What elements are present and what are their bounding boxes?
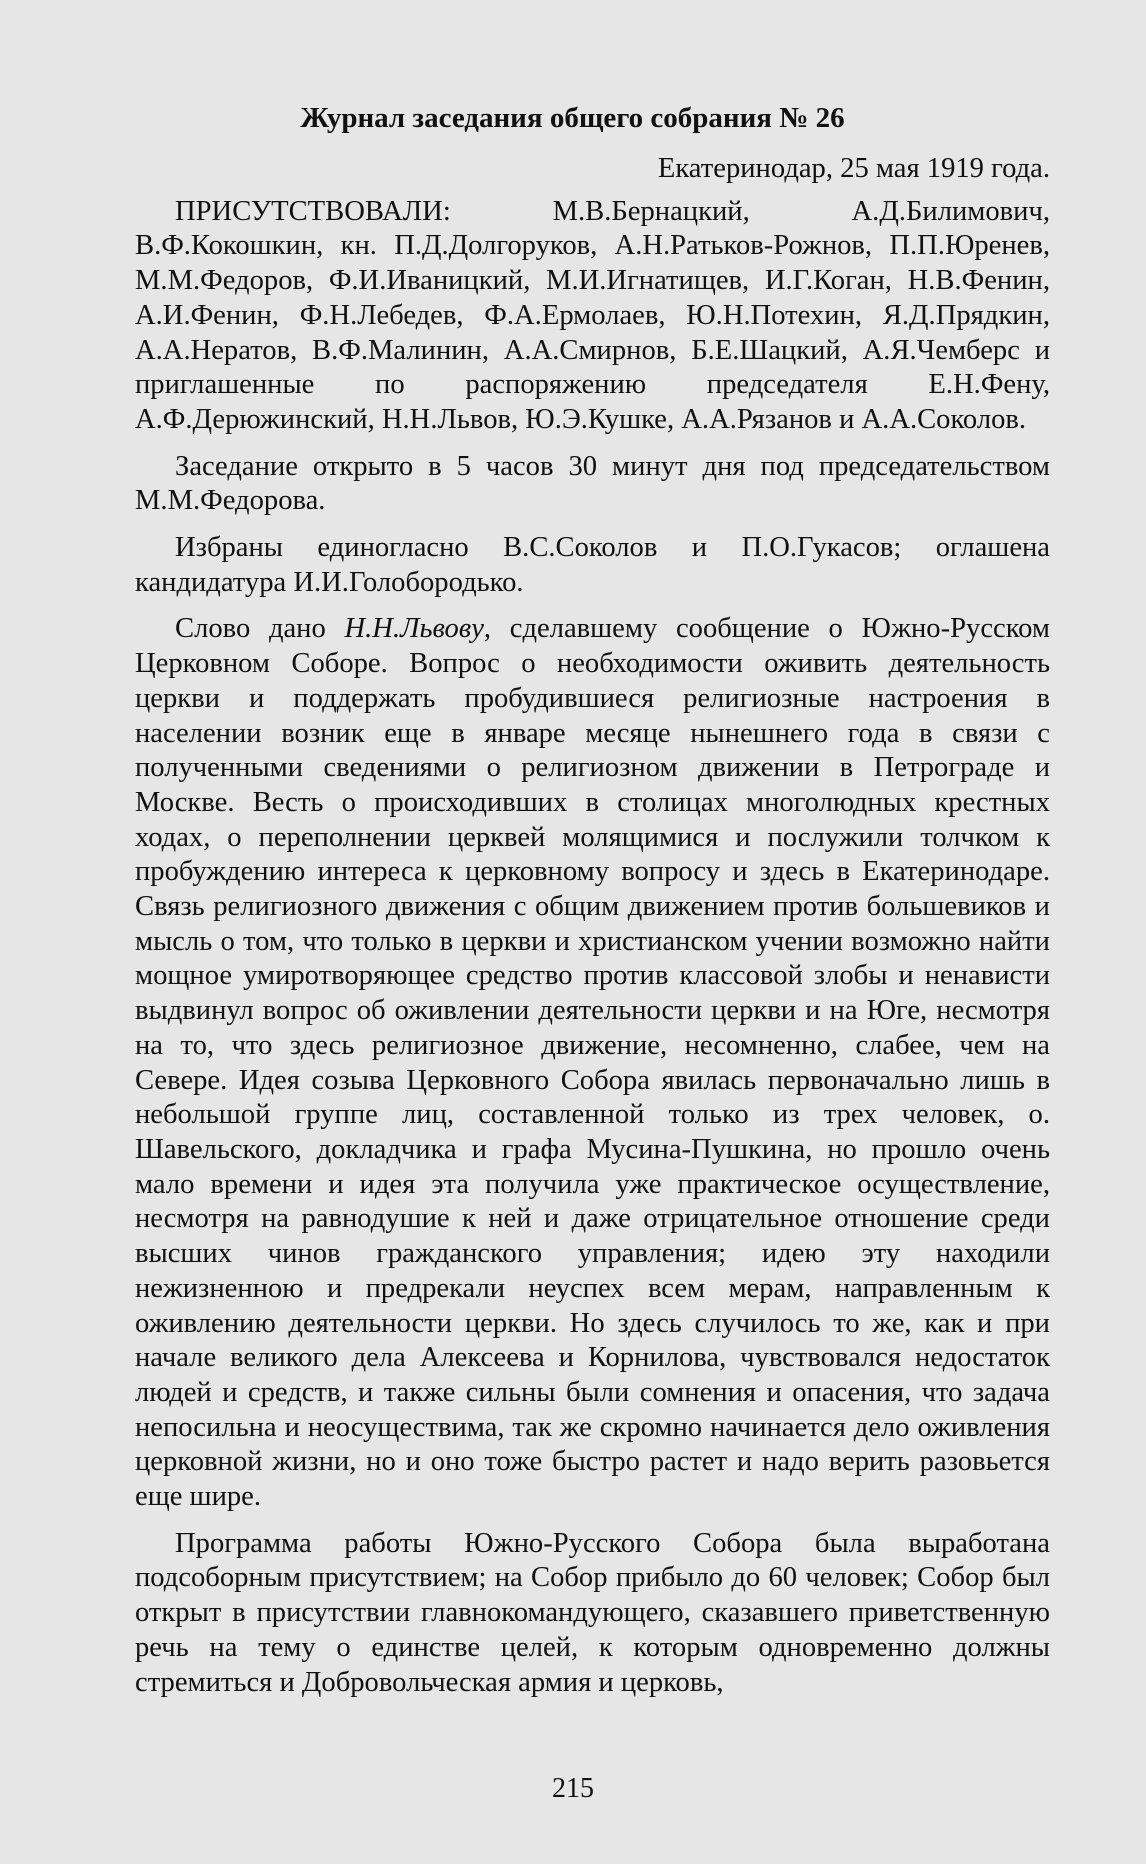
speech-paragraph <box>135 612 1050 1514</box>
speech-text: , сделавшему сообщение о Южно-Русском Церковном Соборе. Вопрос о необходимости оживить деятельность церкви и поддержать пробудившиеся религиозные настроения в населении возник еще в январе месяце нынешнего года в связи с полученными сведениями о религиозном движении в Петрограде и Москве. Весть о происходивших в столицах многолюдных крестных ходах, о переполнении церквей молящимися и послужили толчком к пробуждению интереса к церковному вопросу и здесь в Екатеринодаре. Связь религиозного движения с общим движением против большевиков и мысль о том, что только в церкви и христианском учении возможно найти мощное умиротворяющее средство против классовой злобы и ненависти выдвинул вопрос об оживлении деятельности церкви и на Юге, несмотря на то, что здесь религиозное движение, несомненно, слабее, чем на Севере. Идея созыва Церковного Собора явилась первоначально лишь в небольшой группе лиц, составленной только из трех человек, о. Шавельского, докладчика и графа Мусина-Пушкина, но прошло очень мало времени и идея эта получила уже практическое осуществление, несмотря на равнодушие к ней и даже отрицательное отношение среди высших чинов гражданского управления; идею эту находили нежизненною и предрекали неуспех всем мерам, направленным к оживлению деятельности церкви. Но здесь случилось то же, как и при начале великого дела Алексеева и Корнилова, чувствовался недостаток людей и средств, и также сильны были сомнения и опасения, что задача непосильна и неосуществима, так же скромно начинается дело оживления церковной жизни, но и оно тоже быстро растет и надо верить разовьется еще шире. <box>135 613 1050 1513</box>
place-date: Екатеринодар, 25 мая 1919 года. <box>657 153 1050 184</box>
elected-paragraph: Избраны единогласно В.С.Соколов и П.О.Гукасов; оглашена кандидатура И.И.Голобородько. <box>135 532 1050 598</box>
speech-prefix: Слово дано <box>175 613 345 645</box>
text-block <box>135 100 1050 1700</box>
opening-paragraph: Заседание открыто в 5 часов 30 минут дня под председательством М.М.Федорова. <box>135 450 1050 517</box>
program-paragraph: Программа работы Южно-Русского Собора была выработана подсоборным присутствием; на Собор прибыло до 60 человек; Собор был открыт в присутствии главнокомандующего, сказавшего приветственную речь на тему о единстве целей, к которым одновременно должны стремиться и Добровольческая армия и церковь, <box>135 1527 1050 1698</box>
attendees-paragraph: ПРИСУТСТВОВАЛИ: М.В.Бернацкий, А.Д.Билимович, В.Ф.Кокошкин, кн. П.Д.Долгоруков, А.Н.Ратьков-Рожнов, П.П.Юренев, М.М.Федоров, Ф.И.Иваницкий, М.И.Игнатищев, И.Г.Коган, Н.В.Фенин, А.И.Фенин, Ф.Н.Лебедев, Ф.А.Ермолаев, Ю.Н.Потехин, Я.Д.Прядкин, А.А.Нератов, В.Ф.Малинин, А.А.Смирнов, Б.Е.Шацкий, А.Я.Чемберс и приглашенные по распоряжению председателя Е.Н.Фену, А.Ф.Дерюжинский, Н.Н.Львов, Ю.Э.Кушке, А.А.Рязанов и А.А.Соколов. <box>135 195 1050 435</box>
document-title: Журнал заседания общего собрания № 26 <box>300 102 845 134</box>
page-number: 215 <box>552 1773 594 1804</box>
speaker-name: Н.Н.Львову <box>344 613 484 645</box>
